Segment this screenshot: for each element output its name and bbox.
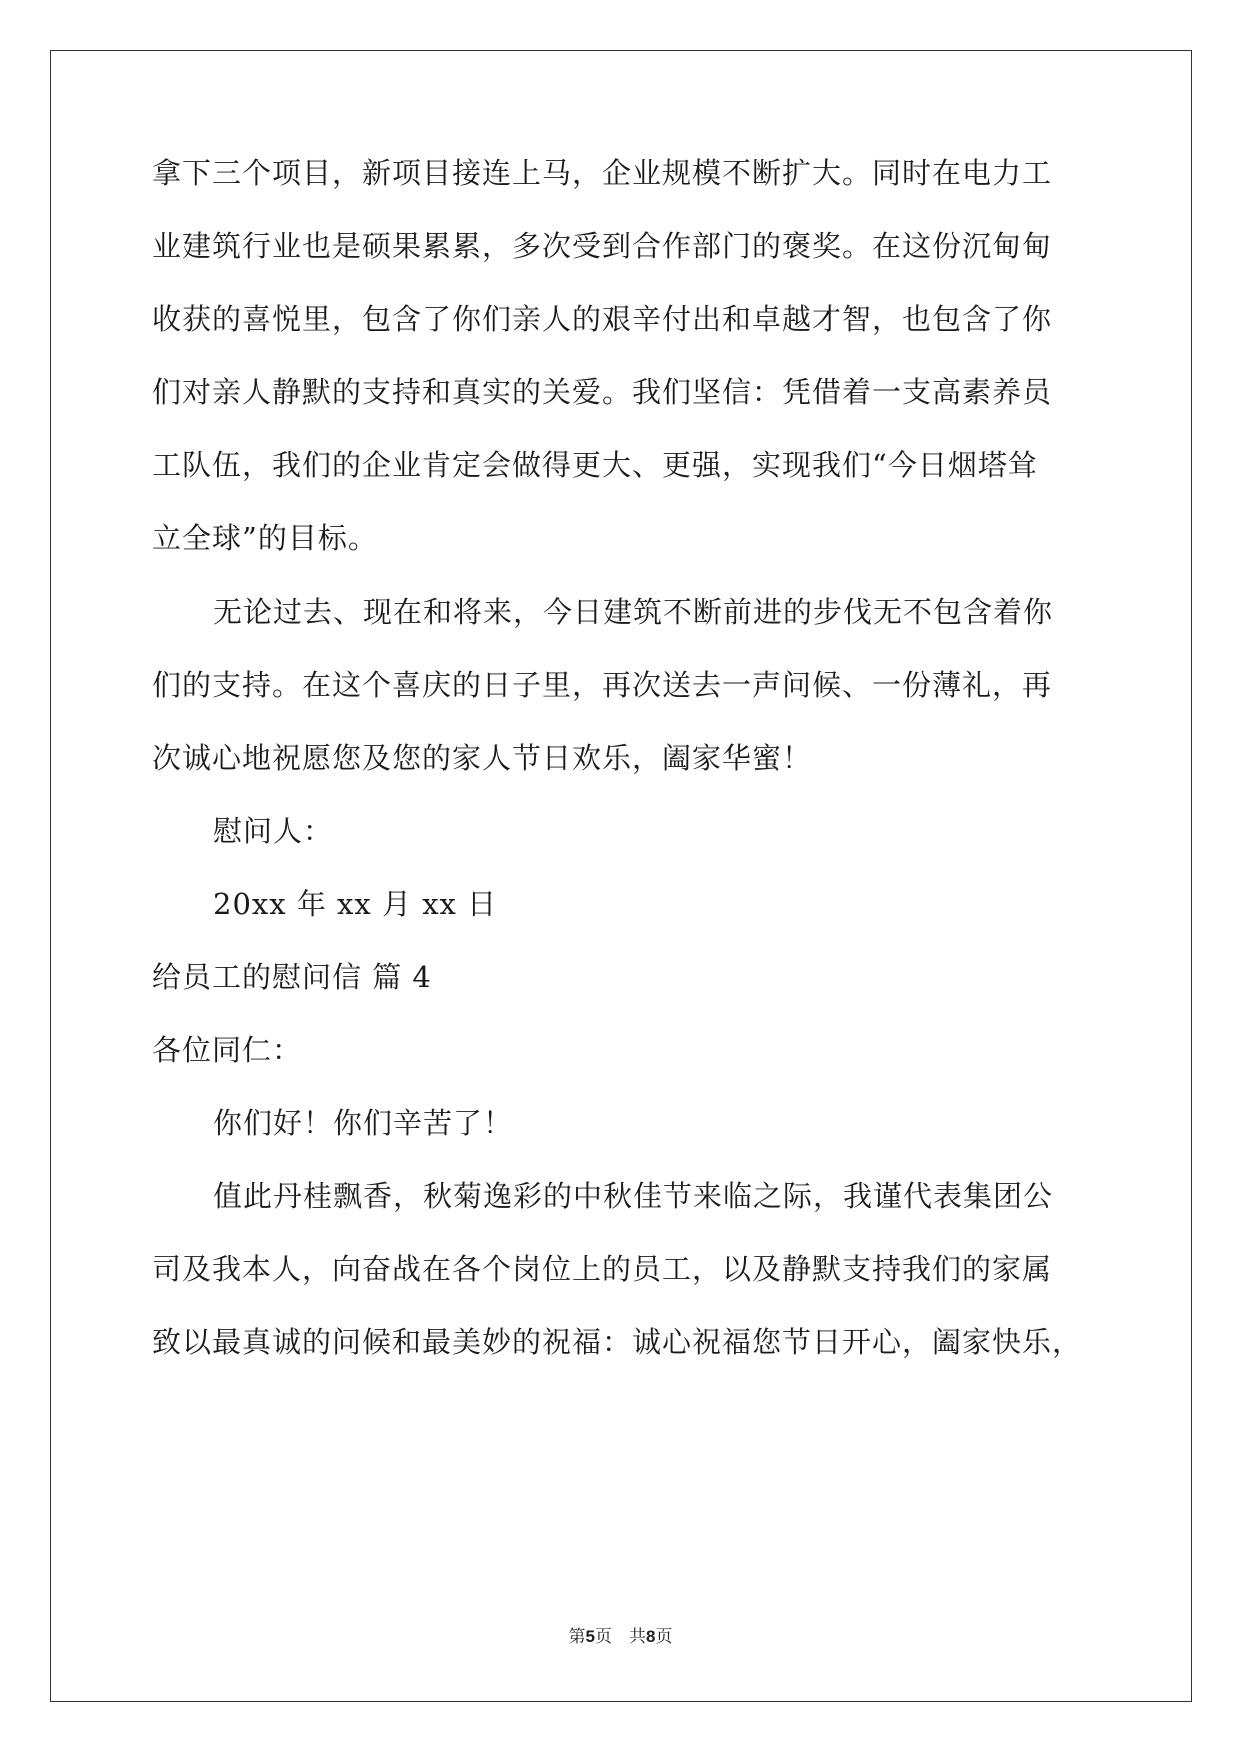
footer-suffix: 页 (655, 1627, 673, 1647)
body-line: 业建筑行业也是硕果累累，多次受到合作部门的褒奖。在这份沉甸甸 (152, 229, 1053, 263)
current-page-number: 5 (585, 1627, 595, 1646)
signatory-label: 慰问人： (213, 814, 334, 848)
body-line: 们对亲人静默的支持和真实的关爱。我们坚信：凭借着一支高素养员 (152, 375, 1053, 409)
section-heading: 给员工的慰问信 篇 4 (152, 960, 432, 994)
body-line: 致以最真诚的问候和最美妙的祝福：诚心祝福您节日开心，阖家快乐， (152, 1325, 1083, 1359)
body-line: 立全球”的目标。 (152, 521, 378, 555)
footer-prefix: 第 (568, 1627, 586, 1647)
body-line: 拿下三个项目，新项目接连上马，企业规模不断扩大。同时在电力工 (152, 156, 1053, 190)
body-line: 收获的喜悦里，包含了你们亲人的艰辛付出和卓越才智，也包含了你 (152, 302, 1053, 336)
body-line: 司及我本人，向奋战在各个岗位上的员工，以及静默支持我们的家属 (152, 1252, 1053, 1286)
total-pages-number: 8 (646, 1627, 656, 1646)
letter-date: 20xx 年 xx 月 xx 日 (213, 887, 498, 921)
page-footer (0, 1626, 1241, 1648)
paragraph-first-line: 无论过去、现在和将来，今日建筑不断前进的步伐无不包含着你 (213, 595, 1054, 629)
greeting-line: 你们好！你们辛苦了！ (213, 1106, 514, 1140)
page-border (50, 50, 1192, 1702)
body-line: 次诚心地祝愿您及您的家人节日欢乐，阖家华蜜！ (152, 741, 813, 775)
body-line: 们的支持。在这个喜庆的日子里，再次送去一声问候、一份薄礼，再 (152, 668, 1053, 702)
body-line: 工队伍，我们的企业肯定会做得更大、更强，实现我们“今日烟塔耸 (152, 448, 1038, 482)
paragraph-first-line: 值此丹桂飘香，秋菊逸彩的中秋佳节来临之际，我谨代表集团公 (213, 1179, 1054, 1213)
footer-middle: 页 共 (595, 1627, 646, 1647)
salutation: 各位同仁： (152, 1033, 303, 1067)
